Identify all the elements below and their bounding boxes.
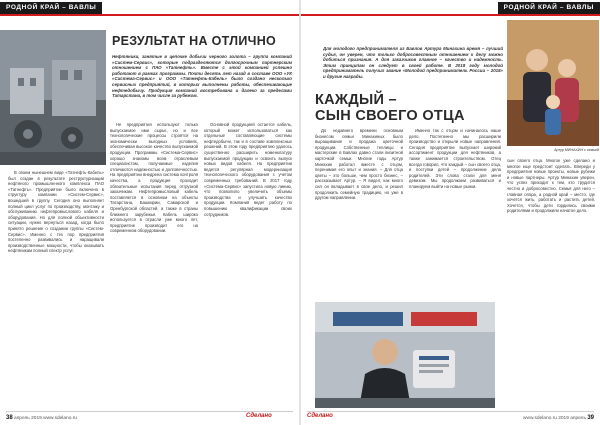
right-title-line-2: СЫН СВОЕГО ОТЦА xyxy=(315,108,465,124)
left-article-lead: Нефтяники, занятые в цепочке добычи черного золота – группа компаний «Систем-Сервис», которые подразделяются долгосрочным партнерским отношением с ПАО «Татнефть». Вместе с этой компанией успешно работают в рамках программы. Почти десять лет назад в составе ООО «УК «Система-Сервис» и ООО «Татнефть-Кабель» было создано несколько сервисных предприятий, в которых выполнены работы, обеспечивающие нефтедобычу. Продукция компаний востребована и далеко за пределами Татарстана, в том числе за рубежом. xyxy=(112,54,292,99)
left-footer-text: апрель 2019 www.sdelano.ru xyxy=(14,416,77,421)
left-page-number: 38 xyxy=(6,415,13,421)
right-footer-rule xyxy=(307,411,594,412)
family-photo-caption: Артур МИНАХИН с семьей xyxy=(554,148,599,152)
left-article-column-2: Не предприятия используют только выпускаемое ими сырье, но и все технологические процессы строятся на экономически выгодных условиях, обеспечивая высокое качество выпускаемой продукции. Программы «Система-Сервис» хорошо знакомы всем отраслевым специалистам, получаемые изделия отличаются надежностью и долговечностью. На предприятии внедрена система контроля качества, а продукция проходит обязательные испытания перед отгрузкой заказчикам. Нефтепромысловый кабель поставляется в основном на объекты Татарстана, Башкирии, Самарской и Оренбургской областей, а также в страны ближнего зарубежья. Кабель широко используется в отрасли уже много лет, предприятие производит его на современном оборудовании. xyxy=(110,122,198,234)
right-page-section-header: РОДНОЙ КРАЙ – ВАВЛЫ xyxy=(498,2,600,14)
left-footer-rule xyxy=(6,411,293,412)
right-footer xyxy=(523,415,594,422)
right-page-number: 39 xyxy=(587,415,594,421)
award-photo xyxy=(315,302,495,408)
left-page xyxy=(0,0,299,425)
left-article-column-1: В своем нынешнем виде «Татнефть-Кабель» был создан в результате реструктуризации нефтяного промышленного комплекса ПАО «Татнефть». Предприятие было включено в структуру компании «Систем-Сервис», вошедшей в группу. Сегодня оно выполняет полный цикл услуг по производству, монтажу и обслуживанию нефтепромыслового кабеля и оборудования. Но для полной объективности ситуации, нужно вернуться назад, когда было принято решение о создании группы «Систем-Сервис». Именно с тех пор предприятия постепенно развивались и наращивали производственные мощности, чтобы оказывать нефтяникам полный спектр услуг. xyxy=(8,170,104,254)
right-title-line-1: КАЖДЫЙ – xyxy=(315,92,397,108)
article-photo-factory xyxy=(0,30,106,165)
family-photo-illustration xyxy=(507,20,599,146)
right-header-rule xyxy=(301,14,600,16)
left-article-column-3: Основной продукцией остается кабель, который может использоваться как отдельные составляющие системы нефтедобычи, так и в составе комплексных решений. В этом году предприятию удалось существенно расширить номенклатуру выпускаемой продукции и освоить выпуск новых видов кабеля. На предприятии ведется регулярная модернизация технологического оборудования с учетом современных требований. В 2017 году «Система-Сервис» запустила новую линию, что позволило увеличить объемы производства и улучшить качество продукции. Компания ведет работу по повышению квалификации своих сотрудников. xyxy=(204,122,292,217)
award-photo-illustration xyxy=(315,302,495,408)
family-photo xyxy=(507,20,599,146)
left-article-title: РЕЗУЛЬТАТ НА ОТЛИЧНО xyxy=(112,34,277,48)
right-article-column-1: До недавнего времени основным бизнесом семьи Минахиных было выращивание и продажа цветочной продукции. Собственные теплицы и мастерские в Бавлах давно стали визитной карточкой семьи. Многие годы Артур Минахин работал вместе с отцом, перенимая его опыт и знания. – Для отца цветы – это больше, чем просто бизнес, – рассказывает Артур. – Я видел, как много сил он вкладывает в свое дело, и решил продолжить семейную традицию, но уже в другом направлении. xyxy=(315,128,403,201)
right-page xyxy=(301,0,600,425)
right-article-title xyxy=(315,92,465,124)
right-article-column-3: сын своего отца. Многое уже сделано и многое еще предстоит сделать. Впереди у предприятия новые проекты, новые рубежи и новые партнеры. Артур Минахин уверен, что успех приходит к тем, кто трудится честно и добросовестно. Семья для него – главная опора, а родной край – место, где хочется жить, работать и растить детей. Хочется, чтобы дети гордились своими родителями и продолжили начатое дело. xyxy=(507,158,595,214)
right-brand-logo: Сделано xyxy=(307,413,333,419)
left-page-section-header: РОДНОЙ КРАЙ – ВАВЛЫ xyxy=(0,2,102,14)
left-brand-logo: Сделано xyxy=(246,413,272,419)
right-footer-text: www.sdelano.ru 2019 апрель xyxy=(523,416,586,421)
left-footer xyxy=(6,415,77,422)
left-header-rule xyxy=(0,14,299,16)
right-article-lead: Для молодого предпринимателя из Бавлов Артура Минахина время – лучший судья, он уверен, что только добросовестным отношением к делу можно добиться признания. А для заказчиков главное – качество и надежность. Этим принципам он следует в своей работе. В 2018 году молодой предприниматель получил звание «Молодой предприниматель России – 2018» и другие награды. xyxy=(323,46,503,79)
factory-photo-illustration xyxy=(0,30,106,165)
right-article-column-2: Именно так с отцом и начиналось наше дело. Постепенно мы расширили производство и открыли новые направления. Сегодня предприятие выпускает широкий ассортимент продукции для нефтяников, а также занимается строительством. Отец всегда говорил, что каждый – сын своего отца, и поступки детей – продолжение дела родителей. Эти слова стали для меня девизом. Мы продолжаем развиваться и планируем выйти на новые рынки. xyxy=(409,128,501,189)
